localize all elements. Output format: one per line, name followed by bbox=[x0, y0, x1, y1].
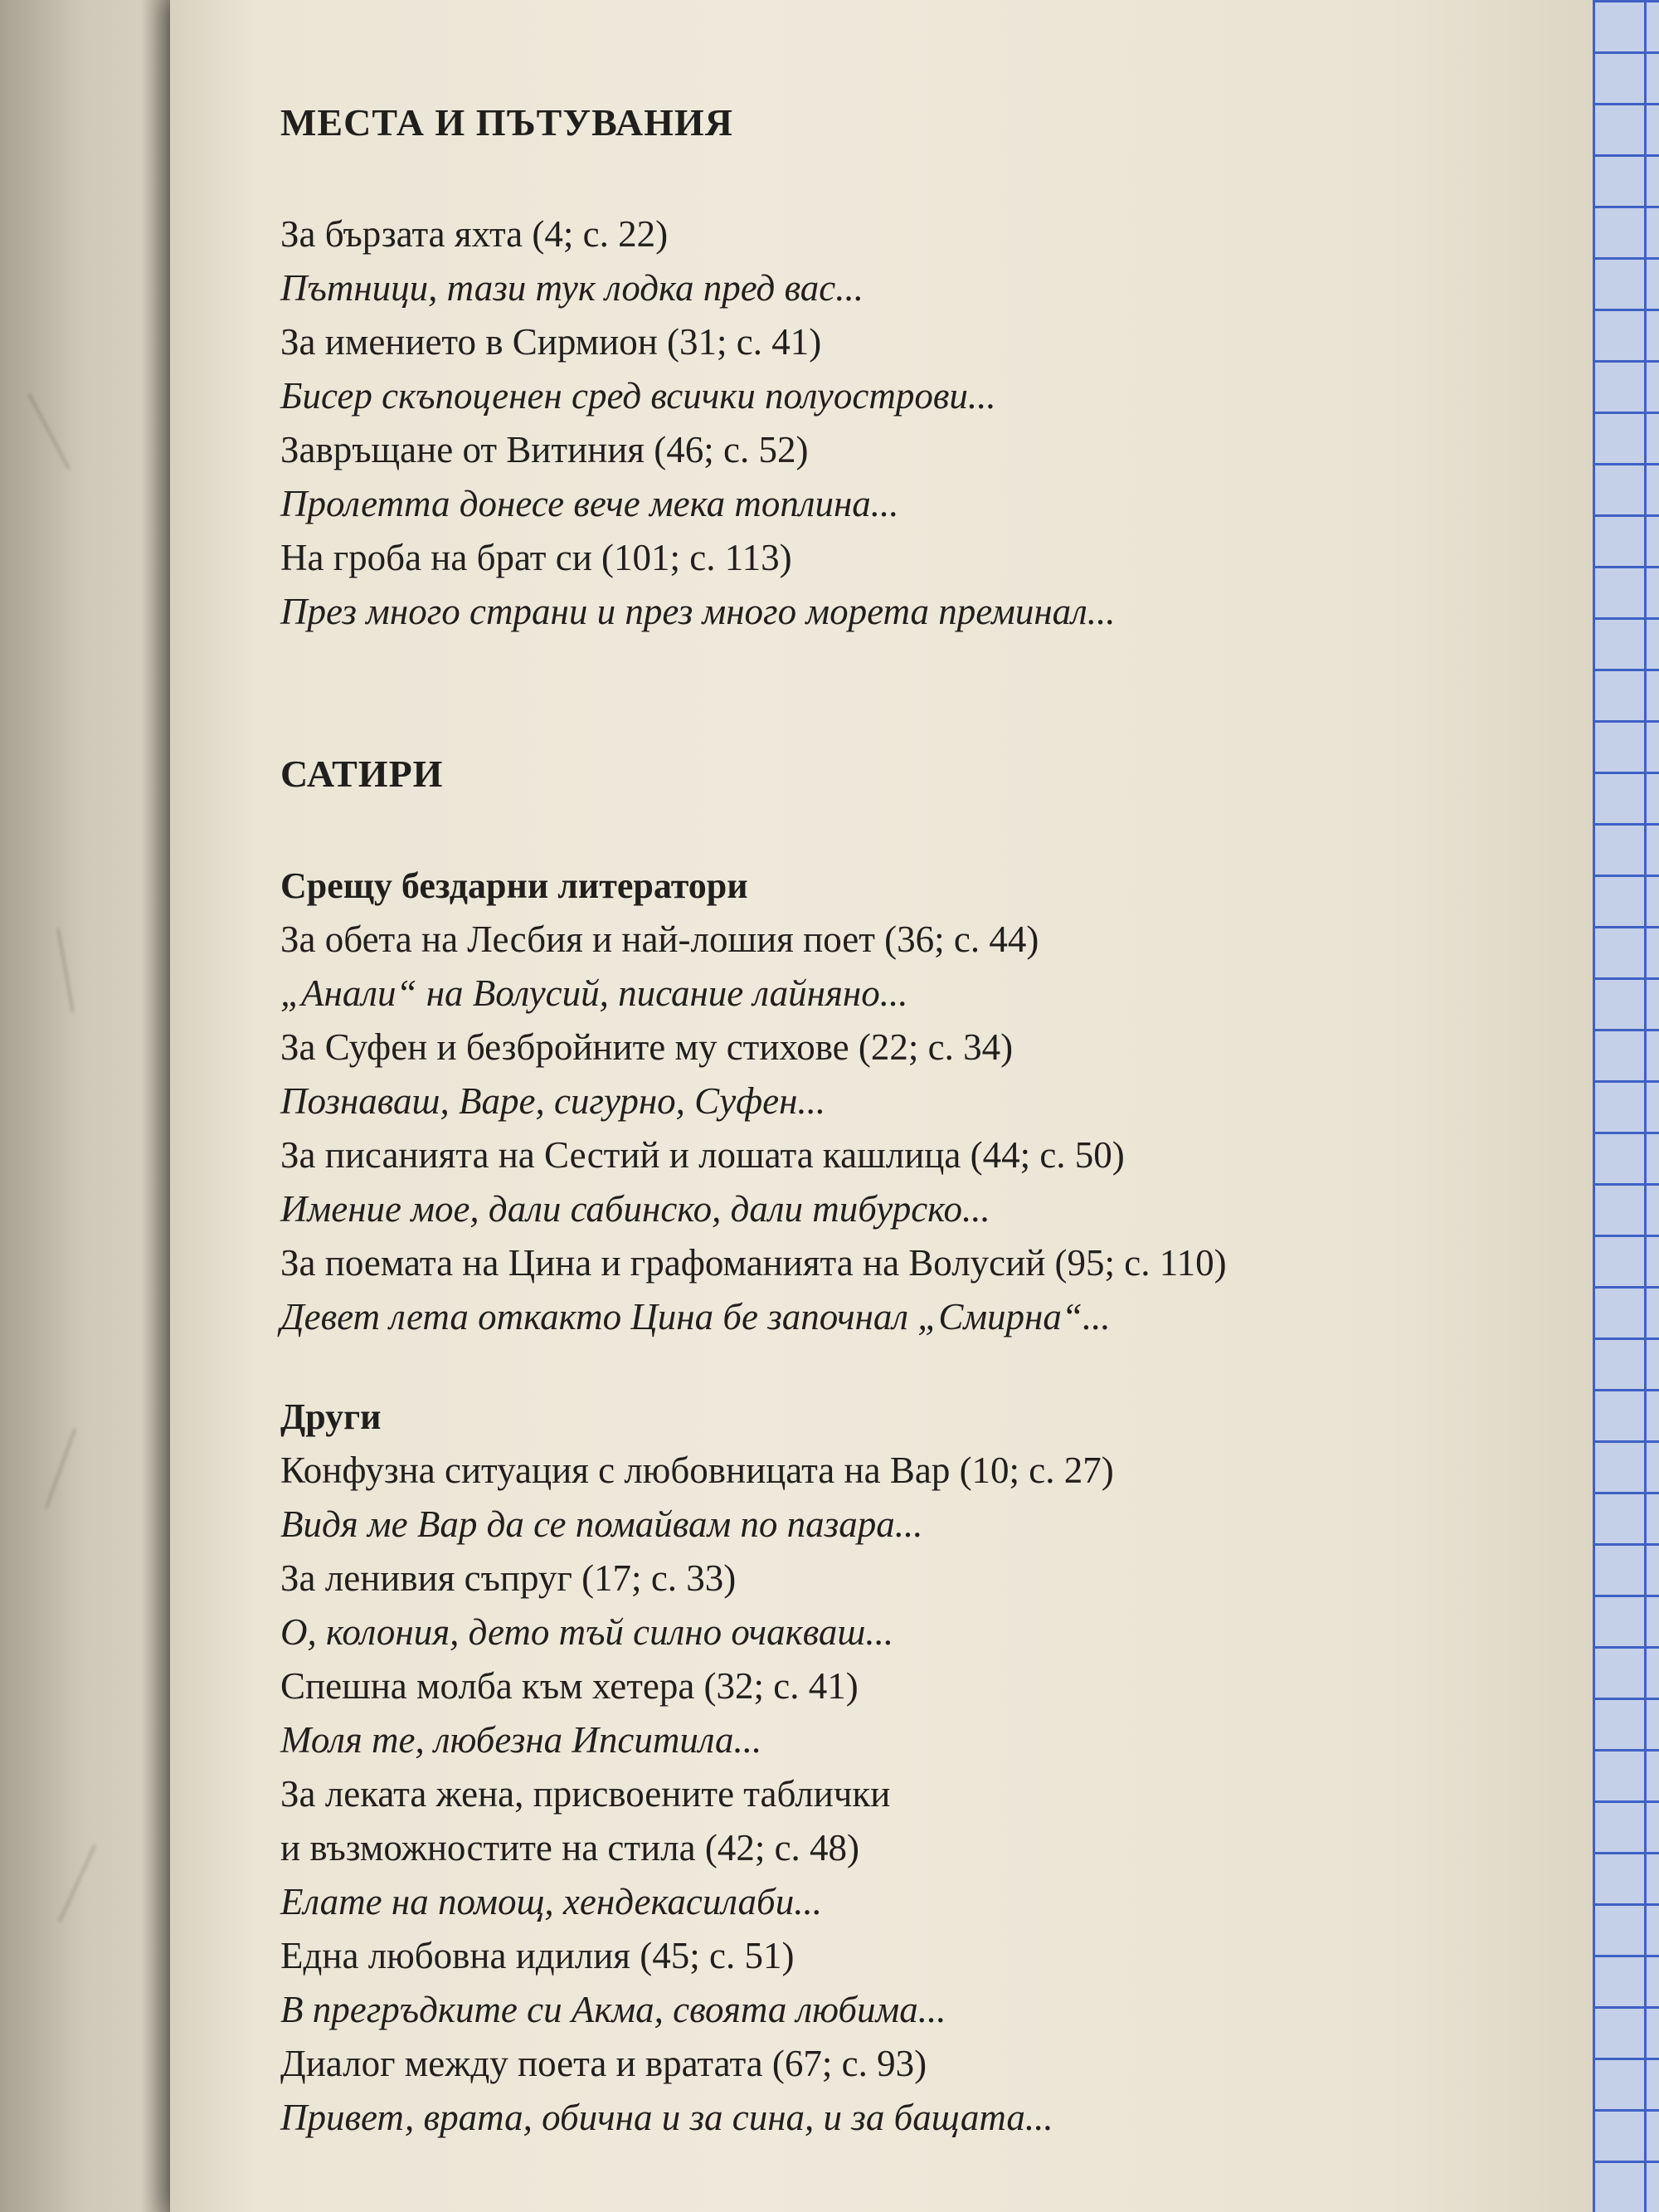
entry-title-continuation: и възможностите на стила (42; с. 48) bbox=[280, 1827, 860, 1869]
entry-title: Конфузна ситуация с любовницата на Вар (10; с. 27) bbox=[280, 1449, 1114, 1491]
subsection-heading-literators: Срещу бездарни литератори bbox=[280, 865, 748, 906]
entry-title: За обета на Лесбия и най-лошия поет (36; с. 44) bbox=[280, 918, 1039, 960]
entry-first-line: През много страни и през много морета преминал... bbox=[280, 591, 1116, 632]
entry-first-line: Имение мое, дали сабинско, дали тибурско... bbox=[280, 1188, 990, 1230]
entry-title: За бързата яхта (4; с. 22) bbox=[280, 213, 669, 255]
entry-title: За ленивия съпруг (17; с. 33) bbox=[280, 1557, 737, 1599]
entry-title: Завръщане от Витиния (46; с. 52) bbox=[280, 429, 809, 470]
entry-first-line: Привет, врата, обична и за сина, и за бащата... bbox=[280, 2097, 1053, 2138]
entry-first-line: Девет лета откакто Цина бе започнал „Смирна“... bbox=[280, 1296, 1111, 1337]
entry-first-line: О, колония, дето тъй силно очакваш... bbox=[280, 1611, 894, 1653]
facing-page-text: ——— bbox=[17, 386, 85, 475]
graph-paper-background bbox=[1593, 0, 1659, 2212]
entry-first-line: Познаваш, Варе, сигурно, Суфен... bbox=[280, 1080, 826, 1122]
entry-title: Диалог между поета и вратата (67; с. 93) bbox=[280, 2043, 927, 2084]
entry-first-line: Видя ме Вар да се помайвам по пазара... bbox=[280, 1503, 923, 1545]
entry-title: За имението в Сирмион (31; с. 41) bbox=[280, 321, 822, 363]
section-heading-satires: САТИРИ bbox=[280, 753, 444, 795]
entry-title: Една любовна идилия (45; с. 51) bbox=[280, 1935, 795, 1976]
entry-first-line: Моля те, любезна Ипситила... bbox=[280, 1719, 762, 1761]
entry-title: За Суфен и безбройните му стихове (22; с. 34) bbox=[280, 1026, 1014, 1068]
toc-content bbox=[280, 95, 1525, 2145]
entry-first-line: В прегръдките си Акма, своята любима... bbox=[280, 1989, 946, 2030]
facing-page-text: ——— bbox=[45, 925, 90, 1015]
section-heading-places: МЕСТА И ПЪТУВАНИЯ bbox=[280, 101, 733, 144]
entry-first-line: Елате на помощ, хендекасилаби... bbox=[280, 1881, 822, 1922]
entry-first-line: Бисер скъпоценен сред всички полуострови... bbox=[280, 375, 996, 417]
facing-page-text: ——— bbox=[43, 1837, 107, 1927]
facing-page-text: ——— bbox=[29, 1422, 88, 1513]
entry-first-line: „Анали“ на Волусий, писание лайняно... bbox=[280, 972, 908, 1014]
entry-title: За поемата на Цина и графоманията на Волусий (95; с. 110) bbox=[280, 1242, 1227, 1284]
entry-title: На гроба на брат си (101; с. 113) bbox=[280, 537, 792, 578]
entry-first-line: Пътници, тази тук лодка пред вас... bbox=[280, 267, 864, 309]
entry-title: Спешна молба към хетера (32; с. 41) bbox=[280, 1665, 859, 1707]
entry-first-line: Пролетта донесе вече мека топлина... bbox=[280, 483, 899, 524]
subsection-heading-other: Други bbox=[280, 1396, 382, 1437]
entry-title: За писанията на Сестий и лошата кашлица (44; с. 50) bbox=[280, 1134, 1125, 1176]
entry-title: За леката жена, присвоените таблички bbox=[280, 1773, 891, 1815]
